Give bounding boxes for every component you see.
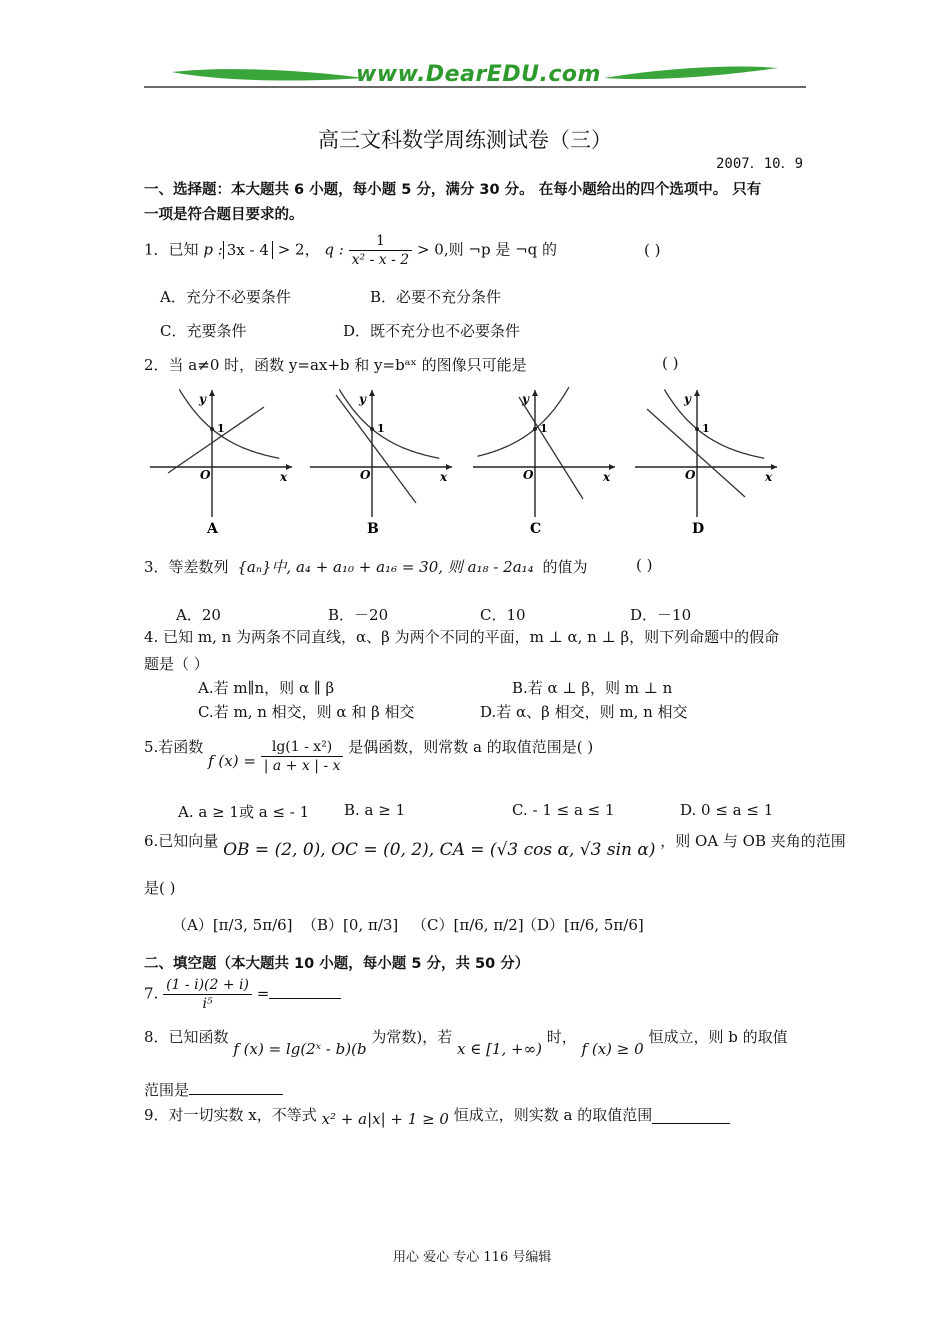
q3-expr: {aₙ}中, a₄ + a₁₀ + a₁₆ = 30, 则 a₁₈ - 2a₁₄: [237, 558, 534, 576]
svg-text:O: O: [200, 468, 211, 482]
q9-text2: 恒成立，则实数 a 的取值范围: [453, 1106, 653, 1124]
svg-text:y: y: [522, 392, 529, 406]
svg-text:1: 1: [540, 422, 548, 435]
svg-text:D: D: [692, 521, 705, 537]
q5-option-c: C. - 1 ≤ a ≤ 1: [512, 801, 615, 819]
q8-line2: 范围是: [144, 1081, 190, 1099]
q5-fraction: [261, 738, 344, 775]
svg-text:x: x: [280, 470, 288, 484]
svg-text:x: x: [765, 470, 773, 484]
q3-option-d: D．－10: [630, 606, 692, 624]
q2-graph-a: [150, 389, 292, 537]
svg-text:y: y: [359, 392, 366, 406]
svg-text:O: O: [685, 468, 696, 482]
q5-option-b: B. a ≥ 1: [344, 801, 406, 819]
q7-number: 7.: [144, 984, 159, 1003]
question-6: [144, 830, 846, 860]
q1-number: 1．已知: [144, 240, 199, 259]
question-1: [144, 232, 557, 272]
q1-p: p :: [203, 240, 223, 259]
q5-number: 5.若函数: [144, 738, 204, 756]
svg-text:1: 1: [217, 422, 225, 435]
q4-option-d: D.若 α、β 相交，则 m, n 相交: [480, 703, 688, 721]
q8-tail: 恒成立，则 b 的取值: [648, 1028, 788, 1046]
q1-option-b: B．必要不充分条件: [370, 288, 502, 306]
q4-option-c: C.若 m, n 相交，则 α 和 β 相交: [198, 703, 415, 721]
q1-q-rest: > 0: [416, 240, 444, 259]
q3-option-b: B．－20: [328, 606, 389, 624]
question-9: [144, 1104, 730, 1128]
svg-text:y: y: [684, 392, 691, 406]
footer: 用心 爱心 专心 116 号编辑: [393, 1250, 552, 1265]
q3-option-a: A．20: [176, 606, 221, 624]
q5-option-d: D. 0 ≤ a ≤ 1: [680, 801, 774, 819]
question-7: [144, 976, 341, 1020]
q1-q: q :: [324, 240, 344, 259]
q1-frac-den: x² - x - 2: [351, 252, 410, 268]
svg-text:A: A: [207, 521, 218, 537]
q6-option-d: （D）[π/6, 5π/6]: [522, 916, 644, 934]
question-4-cont: 题是（ ）: [144, 655, 209, 673]
section-heading-2: 二、填空题（本大题共 10 小题，每小题 5 分，共 50 分）: [144, 956, 530, 972]
q6-option-b: （B）[0, π/3]: [302, 916, 399, 934]
q8-number: 8．已知函数: [144, 1028, 229, 1046]
svg-text:x: x: [440, 470, 448, 484]
svg-text:x: x: [603, 470, 611, 484]
q1-p-rest: > 2: [277, 240, 305, 259]
question-3: [144, 556, 587, 577]
q2-answer-bracket: ( ): [662, 354, 679, 372]
q1-option-c: C．充要条件: [160, 322, 247, 340]
q1-option-d: D．既不充分也不必要条件: [343, 322, 521, 340]
q1-tail: ,则 ¬p 是 ¬q 的: [443, 240, 558, 259]
q8-answer-blank[interactable]: [189, 1079, 283, 1095]
header-banner: [144, 60, 806, 92]
q5-frac-den: | a + x | - x: [263, 758, 341, 774]
question-8: [144, 1026, 788, 1066]
q8-expr: f (x) = lg(2ˣ - b)(b: [233, 1040, 367, 1058]
q6-number: 6.已知向量: [144, 832, 219, 850]
q3-number: 3．等差数列: [144, 558, 229, 576]
q2-graph-d: [635, 389, 777, 537]
q9-expr: x² + a|x| + 1 ≥ 0: [321, 1110, 449, 1128]
q6-tail: ，则 OA 与 OB 夹角的范围: [660, 832, 846, 850]
q6-option-a: （A）[π/3, 5π/6]: [172, 916, 293, 934]
q6-expr: OB = (2, 0), OC = (0, 2), CA = (√3 cos α, √3 sin α): [223, 840, 656, 860]
question-4: 4. 已知 m, n 为两条不同直线，α、β 为两个不同的平面，m ⊥ α, n ⊥ β，则下列命题中的假命: [144, 628, 780, 646]
logo-text: www.DearEDU.com: [356, 62, 601, 87]
svg-text:O: O: [523, 468, 534, 482]
svg-text:1: 1: [702, 422, 710, 435]
svg-text:B: B: [367, 521, 379, 537]
q1-answer-bracket: ( ): [644, 241, 661, 259]
svg-text:y: y: [199, 392, 206, 406]
q7-frac-num: (1 - i)(2 + i): [163, 976, 252, 995]
q8-mid: 为常数)，若: [371, 1028, 453, 1046]
q4-option-b: B.若 α ⊥ β，则 m ⊥ n: [512, 679, 673, 697]
q1-option-a: A．充分不必要条件: [160, 288, 291, 306]
page-title: 高三文科数学周练测试卷（三）: [318, 128, 612, 152]
section-heading: 一、选择题：本大题共 6 小题，每小题 5 分，满分 30 分。 在每小题给出的四个选项中。 只有: [144, 182, 762, 198]
q3-tail: 的值为: [542, 558, 588, 576]
q2-graphs-svg: [140, 385, 790, 545]
q8-cond: x ∈ [1, +∞): [456, 1040, 542, 1058]
svg-text:C: C: [530, 521, 542, 537]
q2-graphs: [140, 385, 790, 545]
question-6-cont: 是( ): [144, 879, 176, 897]
q8-cond2: f (x) ≥ 0: [581, 1040, 644, 1058]
q5-frac-num: lg(1 - x²): [261, 738, 344, 757]
q3-option-c: C．10: [480, 606, 526, 624]
question-8-cont: [144, 1079, 283, 1100]
q9-answer-blank[interactable]: [652, 1108, 730, 1124]
q1-sep: ，: [304, 240, 320, 259]
q1-abs: 3x - 4: [223, 241, 273, 259]
section-heading-cont: 一项是符合题目要求的。: [144, 207, 304, 223]
q9-text1: 9．对一切实数 x，不等式: [144, 1106, 317, 1124]
q7-frac-den: i⁵: [202, 996, 213, 1012]
svg-text:O: O: [360, 468, 371, 482]
q1-fraction: [349, 232, 413, 269]
q8-mid2: 时，: [546, 1028, 577, 1046]
q1-frac-num: 1: [349, 232, 413, 251]
question-2: 2．当 a≠0 时，函数 y=ax+b 和 y=bᵃˣ 的图像只可能是: [144, 356, 527, 374]
q4-option-a: A.若 m∥n，则 α ∥ β: [198, 679, 335, 697]
question-5: [144, 736, 593, 786]
date: 2007．10．9: [716, 156, 804, 172]
q7-fraction: [163, 976, 252, 1013]
q7-answer-blank[interactable]: [269, 983, 341, 999]
q6-option-c: （C）[π/6, π/2]: [412, 916, 524, 934]
q3-answer-bracket: ( ): [636, 556, 653, 574]
q7-equals: =: [256, 984, 270, 1003]
q5-f: f (x) =: [208, 752, 256, 770]
q2-graph-c: [473, 387, 615, 537]
svg-text:1: 1: [377, 422, 385, 435]
q2-graph-b: [310, 389, 452, 537]
q5-option-a: A. a ≥ 1或 a ≤ - 1: [178, 803, 310, 821]
q5-tail: 是偶函数，则常数 a 的取值范围是( ): [348, 738, 594, 756]
